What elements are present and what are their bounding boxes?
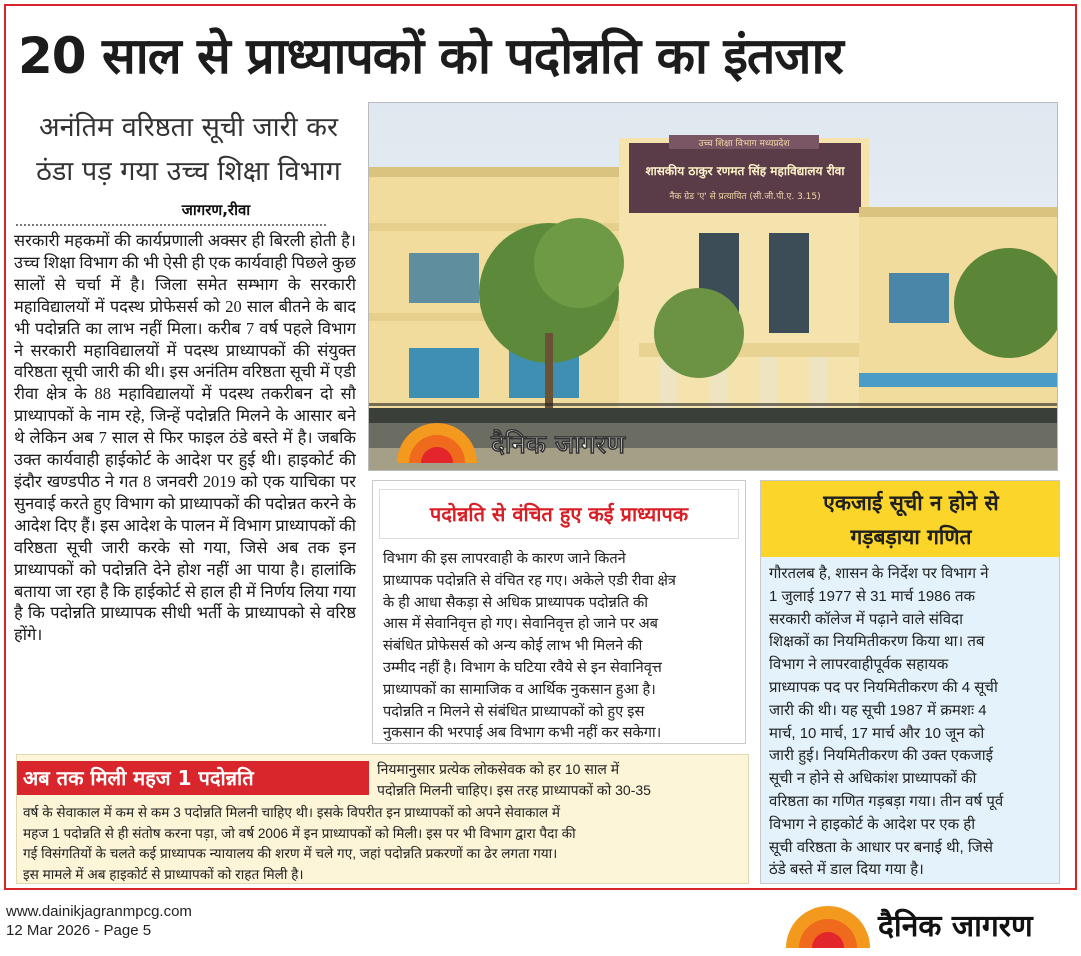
box-middle-line: प्राध्यापकों का सामाजिक व आर्थिक नुकसान हुआ है। <box>383 681 656 698</box>
box-right-line: ठंडे बस्ते में डाल दिया गया है। <box>769 861 924 879</box>
box-middle-body <box>383 549 739 744</box>
box-right-line: शिक्षकों का नियमितीकरण किया था। तब <box>769 633 985 651</box>
box-right-line: वरिष्ठता का गणित गड़बड़ा गया। तीन वर्ष पूर्व <box>769 792 1004 810</box>
box-middle-line: पदोन्नति न मिलने से संबंधित प्राध्यापकों को हुए इस <box>383 703 645 720</box>
sidebar-box-deprived-promotion <box>372 480 746 744</box>
footer-brand-text: दैनिक जागरण <box>878 909 1033 944</box>
box-right-line: जारी हुई। नियमितीकरण की उक्त एकजाई <box>769 747 993 765</box>
box-right-line: मार्च, 10 मार्च, 17 मार्च और 10 जून को <box>769 724 985 742</box>
box-right-line: जारी की थी। यह सूची 1987 में क्रमशः 4 <box>769 701 987 719</box>
box-bottom-top-line: नियमानुसार प्रत्येक लोकसेवक को हर 10 साल में <box>377 761 620 777</box>
box-middle-line: उम्मीद नहीं है। विभाग के घटिया रवैये से इन सेवानिवृत्त <box>383 659 662 676</box>
box-middle-line: आस में सेवानिवृत्त हो गए। सेवानिवृत्त हो जाने पर अब <box>383 616 658 633</box>
headline: 20 साल से प्राध्यापकों को पदोन्नति का इंतजार <box>18 27 843 85</box>
box-right-heading-line-2: गड़बड़ाया गणित <box>850 525 972 549</box>
box-right-heading-line-1: एकजाई सूची न होने से <box>823 491 999 515</box>
sidebar-box-seniority-math <box>760 480 1060 884</box>
newspaper-clipping <box>4 4 1077 890</box>
subheadline-line-2: ठंडा पड़ गया उच्च शिक्षा विभाग <box>36 156 341 187</box>
box-right-body <box>769 563 1057 882</box>
box-bottom-line: महज 1 पदोन्नति से ही संतोष करना पड़ा, जो वर्ष 2006 में इन प्राध्यापकों को मिली। इस पर भी विभाग द्वारा पैदा की <box>23 825 576 841</box>
signboard-main-text: शासकीय ठाकुर रणमत सिंह महाविद्यालय रीवा <box>645 164 845 178</box>
box-right-line: सूची वरिष्ठता के आधार पर बनाई थी, जिसे <box>769 838 994 856</box>
box-bottom-body <box>23 803 745 884</box>
dotted-divider <box>16 224 326 226</box>
dainik-jagran-logo <box>786 896 1076 952</box>
box-middle-heading: पदोन्नति से वंचित हुए कई प्राध्यापक <box>379 489 739 539</box>
box-bottom-label: अब तक मिली महज 1 पदोन्नति <box>17 761 369 795</box>
signboard-top-text: उच्च शिक्षा विभाग मध्यप्रदेश <box>698 139 790 149</box>
building-illustration <box>369 103 1058 471</box>
box-middle-line: नुकसान की भरपाई अब विभाग कभी नहीं कर सकेगा। <box>383 725 662 742</box>
box-bottom-line: इस मामले में अब हाइकोर्ट से प्राध्यापकों को राहत मिली है। <box>23 866 304 882</box>
box-right-line: विभाग ने लापरवाहीपूर्वक सहायक <box>769 656 949 674</box>
box-bottom-top-line: पदोन्नति मिलनी चाहिए। इस तरह प्राध्यापकों को 30-35 <box>377 781 651 798</box>
box-middle-line: प्राध्यापक पदोन्नति से वंचित रह गए। अकेले एडी रीवा क्षेत्र <box>383 572 676 589</box>
college-building-photo <box>368 102 1058 471</box>
page-footer <box>6 902 192 940</box>
article-body: सरकारी महकमों की कार्यप्रणाली अक्सर ही बिरली होती है। उच्च शिक्षा विभाग की भी ऐसी ही एक कार्यवाही पिछले कुछ सालों से चर्चा में है। जिला समेत सम्भाग के सरकारी महाविद्यालयों में पदस्थ प्रोफेसर्स को 20 साल बीतने के बाद भी पदोन्नति का लाभ नहीं मिला। करीब 7 वर्ष पहले विभाग ने सरकारी महाविद्यालयों में पदस्थ प्राध्यापकों की संयुक्त वरिष्ठता सूची जारी की थी। इस अनंतिम वरिष्ठता सूची में एडी रीवा क्षेत्र के 88 महाविद्यालयों में पदस्थ तकरीबन दो सौ प्राध्यापकों के नाम रहे, जिन्हें पदोन्नति मिलने के आसार बने थे लेकिन अब 7 साल से फिर फाइल ठंडे बस्ते में है। जबकि उक्त कार्यवाही हाईकोर्ट के आदेश पर हुई थी। हाइकोर्ट की इंदौर खण्डपीठ ने गत 8 जनवरी 2019 को एक याचिका पर सुनवाई करते हुए विभाग को प्राध्यापकों की पदोन्नत करने के आदेश दिए हैं। इस आदेश के पालन में विभाग प्राध्यापकों की वरिष्ठता सूची जारी करके सो गया, जिसे अब तक इन प्राध्यापकों को पदोन्नति देने होश नहीं आ पाया है। हालांकि बताया जा रहा है कि हाईकोर्ट से हाल ही में निर्णय लिया गया है कि पदोन्नति प्राध्यापक सीधी भर्ती के प्राध्यापको से वरिष्ठ होंगे। <box>14 231 356 645</box>
box-bottom-line: वर्ष के सेवाकाल में कम से कम 3 पदोन्नति मिलनी चाहिए थी। इसके विपरीत इन प्राध्यापकों को अपने सेवाकाल में <box>23 805 561 820</box>
tree-center <box>654 288 744 378</box>
signboard-sub-text: नैक ग्रेड 'ए' से प्रत्यायित (सी.जी.पी.ए. 3.15) <box>669 192 821 202</box>
box-right-line: सूची न होने से अधिकांश प्राध्यापकों की <box>769 770 977 788</box>
building-signboard <box>629 143 861 213</box>
subheadline <box>16 106 361 194</box>
box-bottom-top-text <box>377 759 745 800</box>
box-middle-line: संबंधित प्रोफेसर्स को अन्य कोई लाभ भी मिलने की <box>383 638 643 655</box>
box-right-heading <box>761 481 1060 557</box>
box-middle-line: के ही आधा सैकड़ा से अधिक प्राध्यापक पदोन्नति की <box>383 594 649 611</box>
box-bottom-line: गई विसंगतियों के चलते कई प्राध्यापक न्यायालय की शरण में चले गए, जहां पदोन्नति प्रकरणों का ढेर लगता गया। <box>23 846 558 861</box>
box-right-line: गौरतलब है, शासन के निर्देश पर विभाग ने <box>769 565 989 582</box>
box-right-line: विभाग ने हाइकोर्ट के आदेश पर एक ही <box>769 815 976 833</box>
box-right-line: 1 जुलाई 1977 से 31 मार्च 1986 तक <box>769 587 976 605</box>
footer-date-page: 12 Mar 2026 - Page 5 <box>6 922 152 939</box>
box-right-line: सरकारी कॉलेज में पढ़ाने वाले संविदा <box>769 610 963 628</box>
watermark-text: दैनिक जागरण <box>491 430 626 460</box>
box-right-line: प्राध्यापक पद पर नियमितीकरण की 4 सूची <box>769 678 998 696</box>
dateline: जागरण,रीवा <box>181 201 251 219</box>
box-middle-line: विभाग की इस लापरवाही के कारण जाने कितने <box>383 551 626 567</box>
sidebar-box-only-one-promotion <box>16 754 749 884</box>
subheadline-line-1: अनंतिम वरिष्ठता सूची जारी कर <box>38 112 339 143</box>
footer-website-link[interactable]: www.dainikjagranmpcg.com <box>6 903 192 920</box>
